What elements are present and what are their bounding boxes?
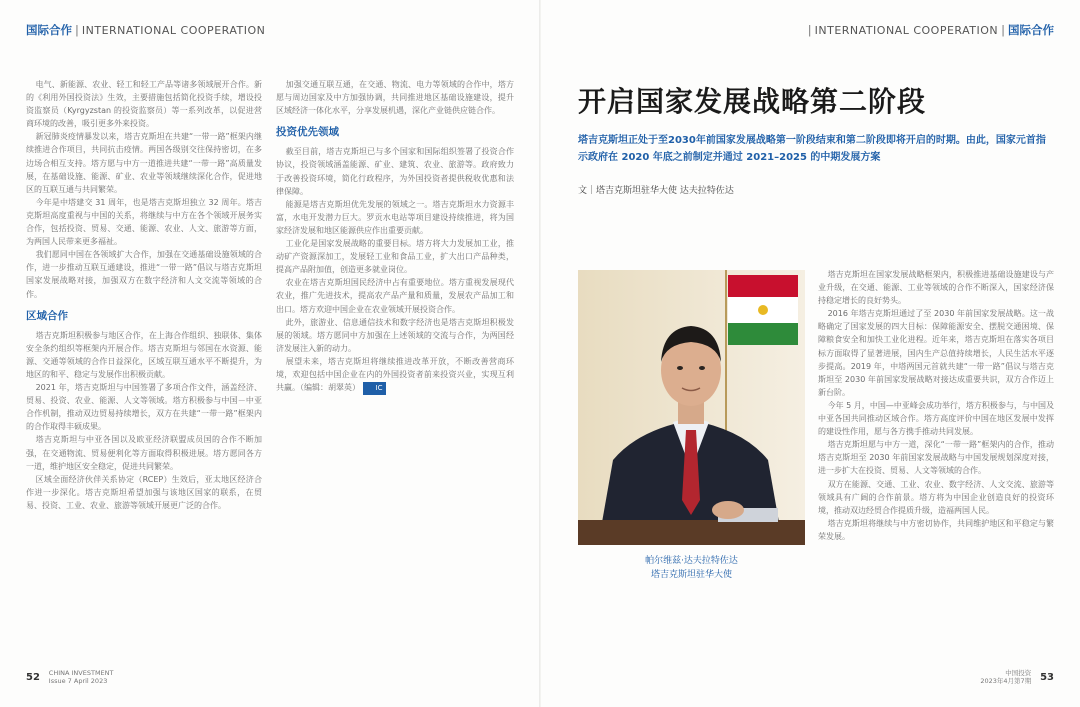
publication-name: 中国投资 bbox=[1005, 669, 1032, 677]
paragraph: 我们愿同中国在各领域扩大合作，加强在交通基础设施领域的合作，进一步推动互联互通建设，推进“一带一路”倡议与塔吉克斯坦国家发展战略对接，加强双方在数字经济和人文交流等领域的合作。 bbox=[26, 250, 262, 299]
paragraph: 塔吉克斯坦将继续与中方密切协作，共同维护地区和平稳定与繁荣发展。 bbox=[818, 518, 1054, 541]
paragraph: 能源是塔吉克斯坦优先发展的领域之一。塔吉克斯坦水力资源丰富，水电开发潜力巨大。罗贡水电站等项目建设持续推进，将为国家经济发展和地区能源供应作出重要贡献。 bbox=[276, 199, 514, 235]
paragraph: 2016 年塔吉克斯坦通过了至 2030 年前国家发展战略。这一战略确定了国家发展的四大目标：保障能源安全、摆脱交通困境、保障粮食安全和加快工业化进程。近年来，塔吉克斯坦在落实各项目标方面取得了显著进展，国内生产总值持续增长，人民生活水平逐步提高。2019 年，中塔两国元首就共建“一带一路”倡议与塔吉克斯坦至 2030 年前国家发展战略对接达成重要共识，双方合作迈上新台阶。 bbox=[818, 309, 1054, 397]
paragraph: 新冠肺炎疫情暴发以来，塔吉克斯坦在共建“一带一路”框架内继续推进合作项目，共同抗击疫情。两国各级别交往保持密切，在多边场合相互支持。塔方愿与中方一道推进共建“一带一路”高质量发展，在基础设施、能源、矿业、农业等领域继续深化合作，促进地区的互联互通与共同繁荣。 bbox=[26, 132, 262, 194]
photo-caption bbox=[578, 554, 805, 582]
paragraph: 此外，旅游业、信息通信技术和数字经济也是塔吉克斯坦积极发展的领域。塔方愿同中方加强在上述领域的交流与合作，为两国经济发展注入新的动力。 bbox=[276, 317, 514, 353]
paragraph: 截至目前，塔吉克斯坦已与多个国家和国际组织签署了投资合作协议，投资领域涵盖能源、矿业、建筑、农业、旅游等。政府致力于改善投资环境，简化行政程序，为外国投资者提供税收优惠和法律保障。 bbox=[276, 147, 514, 196]
footer-publication-left bbox=[49, 669, 114, 685]
section-label-en: INTERNATIONAL COOPERATION bbox=[814, 24, 999, 37]
article-title: 开启国家发展战略第二阶段 bbox=[578, 85, 927, 118]
end-mark: IC bbox=[363, 382, 386, 395]
paragraph: 双方在能源、交通、工业、农业、数字经济、人文交流、旅游等领域具有广阔的合作前景。塔方将为中国企业创造良好的投资环境，推动双边经贸合作提质升级，造福两国人民。 bbox=[818, 479, 1054, 515]
section-label-cn: 国际合作 bbox=[26, 23, 72, 37]
section-header-right: | INTERNATIONAL COOPERATION | 国际合作 bbox=[807, 23, 1054, 37]
footer-right bbox=[980, 669, 1054, 685]
section-label-en: INTERNATIONAL COOPERATION bbox=[81, 24, 266, 37]
paragraph: 今年 5 月，中国—中亚峰会成功举行，塔方积极参与，与中国及中亚各国共同推动区域合作。塔方高度评价中国在地区发展中发挥的建设性作用，愿与各方携手推动共同发展。 bbox=[818, 400, 1054, 437]
body-column-3 bbox=[818, 268, 1054, 646]
publication-name: CHINA INVESTMENT bbox=[48, 669, 114, 677]
ambassador-photo bbox=[578, 270, 805, 545]
issue-info: Issue 7 April 2023 bbox=[48, 677, 108, 685]
page-gutter bbox=[539, 0, 541, 707]
paragraph: 加强交通互联互通，在交通、物流、电力等领域的合作中，塔方愿与周边国家及中方加强协调，共同推进地区基础设施建设，提升区域经济一体化水平，分享发展机遇，深化产业链供应链合作。 bbox=[276, 80, 514, 116]
body-column-1 bbox=[26, 78, 262, 660]
article-lead: 塔吉克斯坦正处于至2030年前国家发展战略第一阶段结束和第二阶段即将开启的时期。由此，国家元首指示政府在 2020 年底之前制定并通过 2021–2025 的中期发展方案 bbox=[578, 135, 1046, 163]
paragraph: 塔吉克斯坦与中亚各国以及欧亚经济联盟成员国的合作不断加强，在交通物流、贸易便利化等方面取得积极进展。塔方愿同各方一道，维护地区安全稳定，促进共同繁荣。 bbox=[26, 435, 262, 471]
footer-publication-right bbox=[980, 669, 1031, 685]
page-number-left: 52 bbox=[26, 671, 40, 683]
paragraph bbox=[276, 355, 514, 395]
paragraph: 电气、新能源、农业、轻工和轻工产品等诸多领域展开合作。新的《利用外国投资法》生效，主要措施包括简化投资手续，增设投资监察员（Kyrgyzstan 的投资监察员）等一系列改革，以促进营商环境的改善，吸引更多外来投资。 bbox=[26, 80, 262, 129]
subheading-invest: 投资优先领域 bbox=[276, 126, 339, 139]
paragraph: 2021 年，塔吉克斯坦与中国签署了多项合作文件，涵盖经济、贸易、投资、农业、能源、人文等领域。塔方积极参与中国－中亚合作机制，推动双边贸易持续增长，双方在共建“一带一路”框架内的合作取得丰硕成果。 bbox=[26, 383, 262, 432]
paragraph-text: 展望未来，塔吉克斯坦将继续推进改革开放，不断改善营商环境，欢迎包括中国企业在内的外国投资者前来投资兴业，实现互利共赢。（编辑：胡翠英） bbox=[276, 356, 514, 393]
footer-left bbox=[26, 669, 114, 685]
paragraph: 塔吉克斯坦愿与中方一道，深化“一带一路”框架内的合作，推动塔吉克斯坦至 2030 年前国家发展战略与中国发展规划深度对接，进一步扩大在投资、贸易、人文等领域的合作。 bbox=[818, 440, 1054, 476]
paragraph: 今年是中塔建交 31 周年，也是塔吉克斯坦独立 32 周年。塔吉克斯坦高度重视与中国的关系，将继续与中方在各个领域开展务实合作，包括投资、贸易、交通、能源、农业、人文、旅游等方面，为两国人民带来更多福祉。 bbox=[26, 197, 262, 247]
paragraph: 农业在塔吉克斯坦国民经济中占有重要地位。塔方重视发展现代农业，推广先进技术，提高农产品产量和质量，发展农产品加工和出口。塔方欢迎中国企业在农业领域开展投资合作。 bbox=[276, 278, 514, 314]
paragraph: 塔吉克斯坦在国家发展战略框架内，积极推进基础设施建设与产业升级，在交通、能源、工业等领域的合作不断深入，国家经济保持稳定增长的良好势头。 bbox=[818, 270, 1054, 306]
paragraph: 塔吉克斯坦积极参与地区合作，在上海合作组织、独联体、集体安全条约组织等框架内开展合作。塔吉克斯坦与邻国在水资源、能源、交通等领域的合作日益深化，区域互联互通水平不断提升，为地区的和平、稳定与发展作出积极贡献。 bbox=[26, 330, 262, 379]
section-label-cn: 国际合作 bbox=[1008, 23, 1054, 37]
paragraph: 区域全面经济伙伴关系协定（RCEP）生效后，亚太地区经济合作进一步深化。塔吉克斯坦希望加强与该地区国家的联系，在贸易、投资、工业、农业、旅游等领域开展更广泛的合作。 bbox=[26, 474, 262, 510]
article-byline: 文｜塔吉克斯坦驻华大使 达夫拉特佐达 bbox=[578, 186, 734, 196]
body-column-2 bbox=[276, 78, 514, 660]
issue-info: 2023年4月第7期 bbox=[980, 677, 1032, 685]
page-number-right: 53 bbox=[1040, 671, 1054, 683]
caption-title: 塔吉克斯坦驻华大使 bbox=[650, 570, 732, 580]
subheading-region: 区域合作 bbox=[26, 309, 68, 322]
portrait-illustration bbox=[578, 270, 805, 545]
paragraph: 工业化是国家发展战略的重要目标。塔方将大力发展加工业，推动矿产资源深加工，发展轻工业和食品工业，扩大出口产品种类，提高产品附加值，创造更多就业岗位。 bbox=[276, 239, 514, 275]
section-header-left: 国际合作 | INTERNATIONAL COOPERATION bbox=[26, 23, 266, 37]
caption-name: 帕尔维兹·达夫拉特佐达 bbox=[645, 556, 738, 566]
